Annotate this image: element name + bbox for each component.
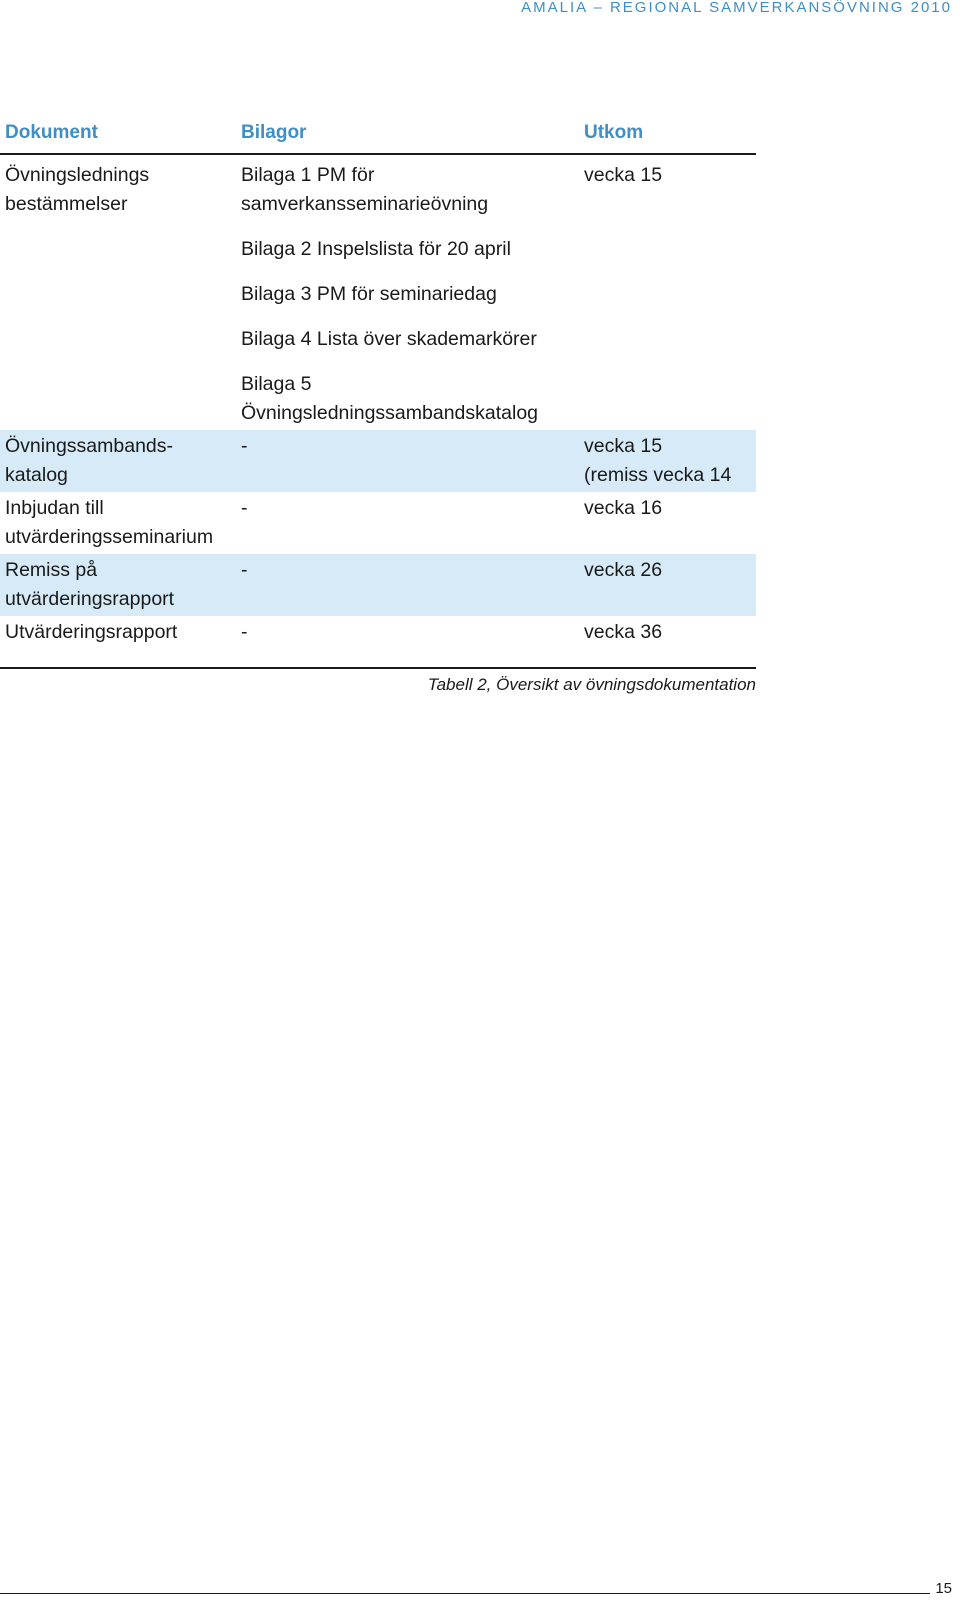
cell-bilagor: [241, 554, 584, 616]
cell-bilagor: [241, 616, 584, 649]
cell-text: vecka 36: [584, 621, 663, 643]
cell-dokument: [0, 430, 241, 492]
cell-text: Bilaga 2 Inspelslista för 20 april: [241, 238, 511, 260]
cell-text: vecka 15: [584, 435, 663, 457]
cell-text: Övningslednings: [5, 164, 150, 186]
cell-dokument: [0, 616, 241, 649]
cell-text: vecka 16: [584, 497, 663, 519]
cell-text: Bilaga 1 PM för: [241, 164, 375, 186]
cell-text: -: [241, 497, 248, 519]
cell-text: Inbjudan till: [5, 497, 104, 519]
cell-text: utvärderingsseminarium: [5, 526, 214, 548]
cell-text: utvärderingsrapport: [5, 588, 175, 610]
table-row: [0, 554, 756, 616]
cell-text: Bilaga 4 Lista över skademarkörer: [241, 328, 537, 350]
cell-text: Bilaga 5: [241, 373, 312, 395]
column-header-utkom: Utkom: [584, 122, 644, 143]
cell-text: katalog: [5, 464, 68, 486]
cell-text: -: [241, 435, 248, 457]
cell-utkom: [584, 554, 756, 616]
bilaga-item: [241, 325, 584, 354]
cell-text: -: [241, 559, 248, 581]
cell-bilagor: [241, 430, 584, 492]
page-number: 15: [935, 1580, 952, 1597]
cell-text: Utvärderingsrapport: [5, 621, 178, 643]
cell-text: -: [241, 621, 248, 643]
table-row: [0, 616, 756, 649]
cell-text: samverkansseminarieövning: [241, 193, 489, 215]
table-top-rule: [0, 153, 756, 155]
cell-dokument: [0, 554, 241, 616]
cell-text: Övningsledningssambandskatalog: [241, 402, 539, 424]
footer-rule: [0, 1593, 930, 1594]
document-table: [0, 113, 756, 695]
cell-utkom: [584, 616, 756, 649]
bilaga-item: [241, 370, 584, 428]
table-row: [0, 492, 756, 554]
cell-utkom: [584, 492, 756, 554]
table-row: [0, 430, 756, 492]
cell-dokument: [0, 159, 241, 430]
cell-text: vecka 15: [584, 164, 663, 186]
cell-utkom: [584, 430, 756, 492]
cell-utkom: [584, 159, 756, 430]
cell-text: (remiss vecka 14: [584, 464, 732, 486]
bilaga-item: [241, 280, 584, 309]
bilaga-item: [241, 161, 584, 219]
cell-text: bestämmelser: [5, 193, 128, 215]
table-caption: Tabell 2, Översikt av övningsdokumentation: [427, 675, 756, 694]
cell-text: vecka 26: [584, 559, 663, 581]
table-bottom-rule: [0, 667, 756, 669]
column-header-dokument: Dokument: [5, 122, 98, 143]
cell-text: Övningssambands-: [5, 435, 173, 457]
cell-dokument: [0, 492, 241, 554]
cell-text: Bilaga 3 PM för seminariedag: [241, 283, 497, 305]
cell-text: Remiss på: [5, 559, 98, 581]
table-header-row: [0, 113, 756, 153]
bilaga-item: [241, 235, 584, 264]
running-header: AMALIA – REGIONAL SAMVERKANSÖVNING 2010: [521, 0, 952, 16]
cell-bilagor: [241, 492, 584, 554]
cell-bilagor: [241, 159, 584, 430]
column-header-bilagor: Bilagor: [241, 122, 307, 143]
table-row: [0, 159, 756, 430]
